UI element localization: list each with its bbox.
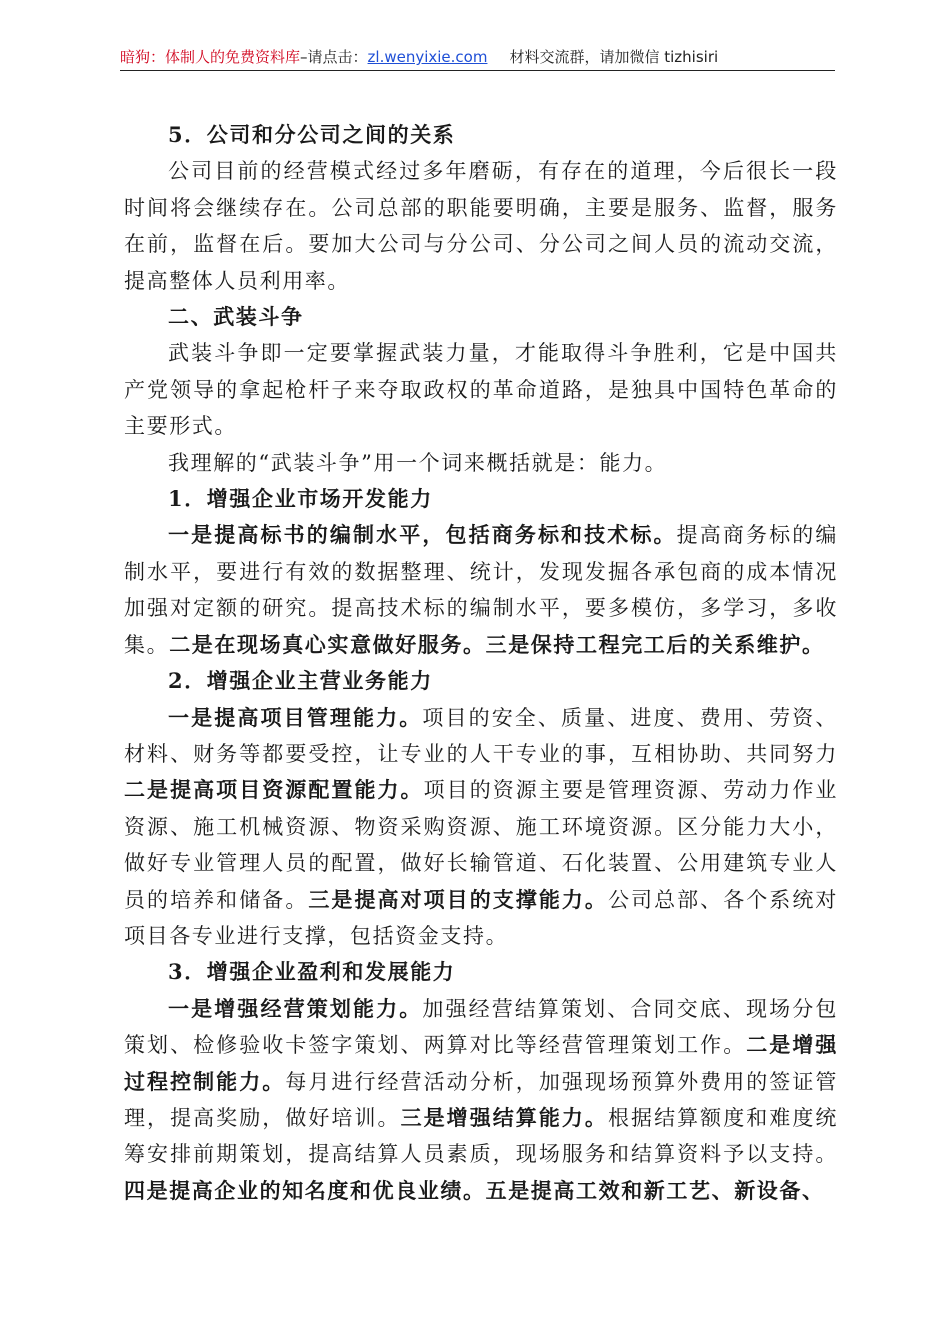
s2-point-3-text: 公司总部、各个系统对项目各专业进行支撑，包括资金支持。 bbox=[124, 887, 838, 948]
s3-point-1: 一是增强经营策划能力。 bbox=[168, 995, 423, 1021]
subsection-2-title: 2．增强企业主营业务能力 bbox=[168, 668, 433, 694]
s3-point-2: 二是增强过程控制能力。 bbox=[124, 1032, 838, 1094]
section-5-body: 公司目前的经营模式经过多年磨砺，有存在的道理，今后很长一段时间将会继续存在。公司总部的职能要明确，主要是服务、监督，服务在前，监督在后。要加大公司与分公司、分公司之间人员的流动交流，提高整体人员利用率。 bbox=[124, 159, 838, 293]
s2-point-2-text: 项目的资源主要是管理资源、劳动力作业资源、施工机械资源、物资采购资源、施工环境资源。区分能力大小，做好专业管理人员的配置，做好长输管道、石化装置、公用建筑专业人员的培养和储备。 bbox=[124, 778, 838, 912]
part-2-summary: 我理解的“武装斗争”用一个词来概括就是：能力。 bbox=[168, 450, 668, 475]
s3-point-2-text: 每月进行经营活动分析，加强现场预算外费用的签证管理，提高奖励，做好培训。 bbox=[124, 1069, 838, 1130]
s1-point-1: 一是提高标书的编制水平，包括商务标和技术标。 bbox=[168, 522, 677, 548]
s2-point-2: 二是提高项目资源配置能力。 bbox=[124, 777, 424, 803]
s2-point-1-text: 项目的安全、质量、进度、费用、劳资、材料、财务等都要受控，让专业的人干专业的事，互相协助、共同努力 bbox=[124, 705, 838, 766]
s1-point-3: 三是保持工程完工后的关系维护。 bbox=[485, 631, 825, 657]
s3-point-3-text: 根据结算额度和难度统筹安排前期策划，提高结算人员素质，现场服务和结算资料予以支持。 bbox=[124, 1105, 839, 1167]
header-wechat: 材料交流群，请加微信 tizhisiri bbox=[509, 48, 719, 66]
s1-point-2: 二是在现场真心实意做好服务。 bbox=[169, 631, 486, 657]
subsection-2-body bbox=[124, 700, 838, 955]
header-prompt: –请点击： bbox=[300, 48, 368, 66]
s2-point-1: 一是提高项目管理能力。 bbox=[168, 704, 423, 730]
header-brand: 暗狗：体制人的免费资料库 bbox=[120, 48, 301, 66]
part-2-title: 二、武装斗争 bbox=[168, 304, 304, 330]
s1-point-1-text: 提高商务标的编制水平，要进行有效的数据整理、统计，发现发掘各承包商的成本情况加强对定额的研究。提高技术标的编制水平，要多模仿，多学习，多收集。 bbox=[124, 523, 838, 657]
subsection-3-title: 3．增强企业盈利和发展能力 bbox=[168, 959, 456, 985]
subsection-1-title: 1．增强企业市场开发能力 bbox=[168, 486, 433, 512]
section-5-title: 5．公司和分公司之间的关系 bbox=[168, 122, 456, 147]
subsection-3-body bbox=[124, 991, 838, 1209]
header-link[interactable]: zl.wenyixie.com bbox=[367, 48, 488, 66]
subsection-1-body bbox=[124, 517, 838, 663]
part-2-intro: 武装斗争即一定要掌握武装力量，才能取得斗争胜利，它是中国共产党领导的拿起枪杆子来夺取政权的革命道路，是独具中国特色革命的主要形式。 bbox=[124, 341, 838, 439]
document-body bbox=[124, 117, 838, 1209]
s3-point-3: 三是增强结算能力。 bbox=[400, 1104, 608, 1130]
s3-point-5: 五是提高工效和新工艺、新设备、 bbox=[485, 1177, 825, 1203]
s2-point-3: 三是提高对项目的支撑能力。 bbox=[308, 886, 608, 912]
s3-point-1-text: 加强经营结算策划、合同交底、现场分包策划、检修验收卡签字策划、两算对比等经营管理策划工作。 bbox=[124, 996, 838, 1058]
s3-point-4: 四是提高企业的知名度和优良业绩。 bbox=[124, 1177, 486, 1203]
page-header bbox=[120, 44, 835, 71]
